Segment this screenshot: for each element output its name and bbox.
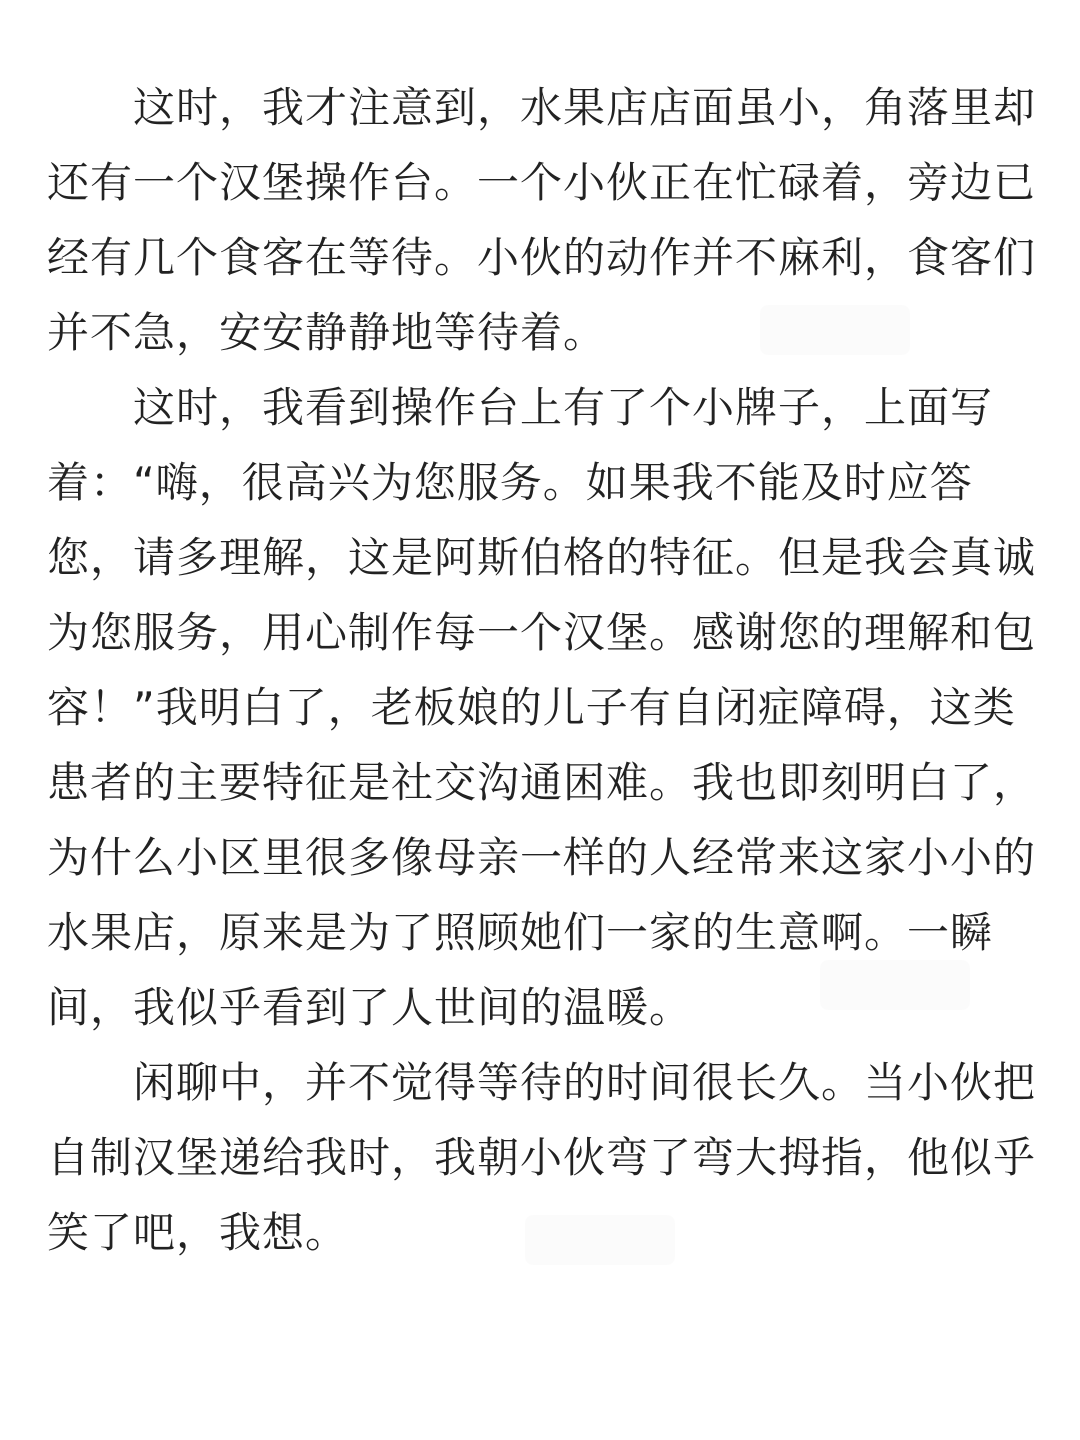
paragraph-2-line-1: 这时，我看到操作台上有了个小牌子，上面写 [133,383,994,432]
paragraph-1-line-4: 并不急，安安静静地等待着。 [47,308,607,357]
paragraph-2-line-7: 为什么小区里很多像母亲一样的人经常来这家小小的 [47,833,1037,882]
paragraph-2-line-6: 患者的主要特征是社交沟通困难。我也即刻明白了， [47,758,1037,807]
paragraph-3-line-3: 笑了吧，我想。 [47,1208,349,1257]
paragraph-1-line-2: 还有一个汉堡操作台。一个小伙正在忙碌着，旁边已 [47,158,1037,207]
paragraph-2-line-3: 您，请多理解，这是阿斯伯格的特征。但是我会真诚 [47,533,1037,582]
paragraph-2-line-4: 为您服务，用心制作每一个汉堡。感谢您的理解和包 [47,608,1037,657]
paragraph-2-line-5: 容！”我明白了，老板娘的儿子有自闭症障碍，这类 [47,683,1016,732]
paragraph-3-line-1: 闲聊中，并不觉得等待的时间很长久。当小伙把 [133,1058,1037,1107]
paragraph-3-line-2: 自制汉堡递给我时，我朝小伙弯了弯大拇指，他似乎 [47,1133,1037,1182]
paragraph-2-line-9: 间，我似乎看到了人世间的温暖。 [47,983,693,1032]
paragraph-2-line-2: 着：“嗨，很高兴为您服务。如果我不能及时应答 [47,458,973,507]
paragraph-2-line-8: 水果店，原来是为了照顾她们一家的生意啊。一瞬 [47,908,994,957]
paragraph-1-line-1: 这时，我才注意到，水果店店面虽小，角落里却 [133,83,1037,132]
article-body [47,70,1037,1270]
paragraph-1-line-3: 经有几个食客在等待。小伙的动作并不麻利，食客们 [47,233,1037,282]
